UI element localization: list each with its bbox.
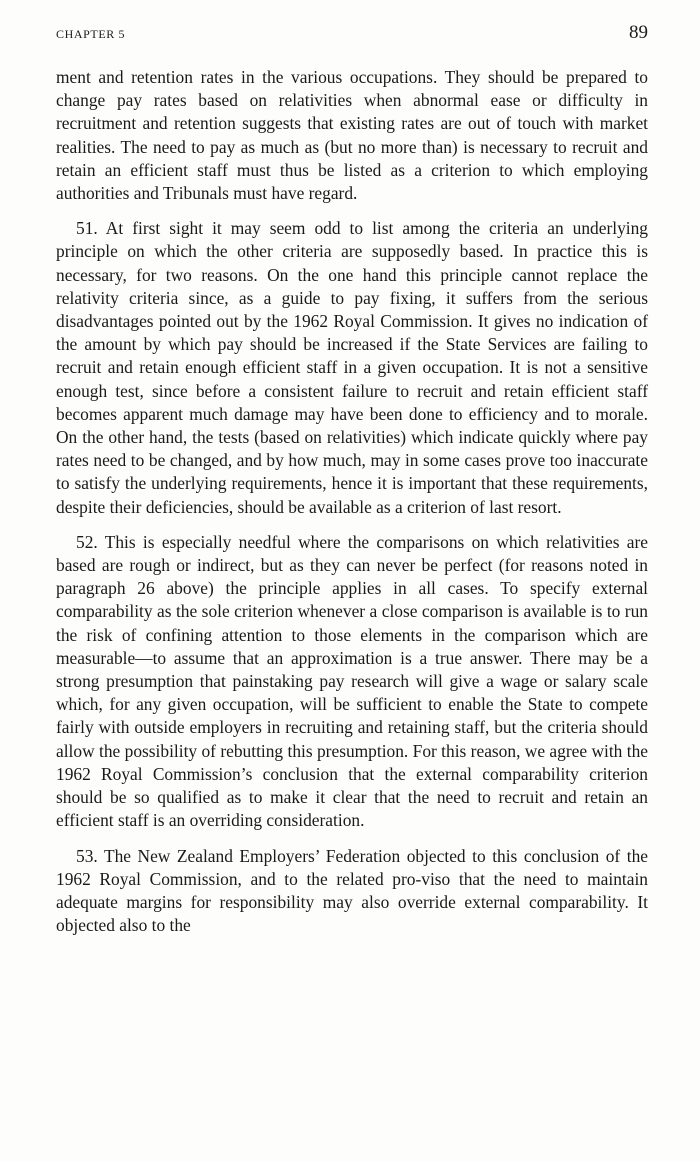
paragraph-51: 51. At first sight it may seem odd to list among the criteria an underlying principle on which the other criteria are supposedly based. In practice this is necessary, for two reasons. On the one hand this principle cannot replace the relativity criteria since, as a guide to pay fixing, it suffers from the serious disadvantages pointed out by the 1962 Royal Commission. It gives no indication of the amount by which pay should be increased if the State Services are failing to recruit and retain enough efficient staff in a given occupation. It is not a sensitive enough test, since before a consistent failure to recruit and retain efficient staff becomes apparent much damage may have been done to efficiency and to morale. On the other hand, the tests (based on relativities) which indicate quickly where pay rates need to be changed, and by how much, may in some cases prove too inaccurate to satisfy the underlying requirements, hence it is important that these requirements, despite their deficiencies, should be available as a criterion of last resort. xyxy=(56,218,648,517)
body-text xyxy=(56,66,648,949)
chapter-label: CHAPTER 5 xyxy=(56,27,126,41)
paragraph-53: 53. The New Zealand Employers’ Federation objected to this conclusion of the 1962 Royal Commission, and to the related pro-viso that the need to maintain adequate margins for responsibility may also override external comparability. It objected also to the xyxy=(56,845,648,936)
paragraph-52: 52. This is especially needful where the comparisons on which relativities are based are rough or indirect, but as they can never be perfect (for reasons noted in paragraph 26 above) the principle applies in all cases. To specify external comparability as the sole criterion whenever a close comparison is available is to run the risk of confining attention to those elements in the comparison which are measurable—to assume that an approximation is a true answer. There may be a strong presumption that painstaking pay research will give a wage or salary scale which, for any given occupation, will be sufficient to enable the State to compete fairly with outside employers in recruiting and retaining staff, but the criteria should allow the possibility of rebutting this presumption. For this reason, we agree with the 1962 Royal Commission’s conclusion that the external comparability criterion should be so qualified as to make it clear that the need to recruit and retain an efficient staff is an overriding consideration. xyxy=(56,531,648,831)
page-number: 89 xyxy=(629,22,648,43)
paragraph-continued: ment and retention rates in the various occupations. They should be prepared to change pay rates based on relativities when abnormal ease or difficulty in recruitment and retention suggests that existing rates are out of touch with market realities. The need to pay as much as (but no more than) is necessary to recruit and retain an efficient staff must thus be listed as a criterion to which employing authorities and Tribunals must have regard. xyxy=(56,67,648,204)
running-head xyxy=(56,22,648,46)
